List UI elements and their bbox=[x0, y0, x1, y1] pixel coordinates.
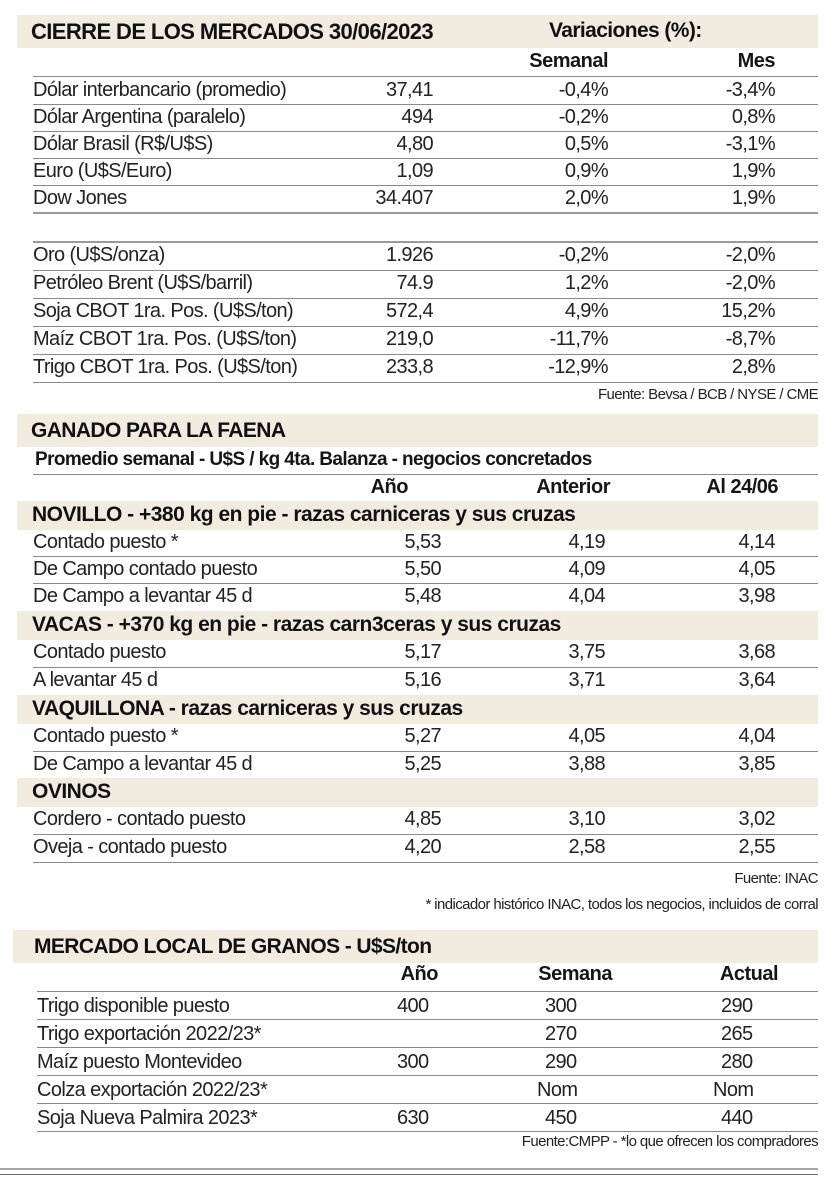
row-current: 3,85 bbox=[738, 753, 775, 775]
col-year-header: Año bbox=[370, 476, 408, 498]
divider bbox=[33, 474, 818, 475]
row-label: Colza exportación 2022/23* bbox=[37, 1079, 268, 1101]
row-month: 0,8% bbox=[731, 106, 775, 128]
row-year: 4,85 bbox=[404, 808, 441, 830]
group-band-vacas bbox=[17, 611, 818, 640]
row-label: Dólar Argentina (paralelo) bbox=[33, 106, 246, 128]
row-week: 450 bbox=[545, 1107, 577, 1129]
row-current: 265 bbox=[721, 1023, 753, 1045]
row-previous: 3,88 bbox=[568, 753, 605, 775]
row-value: 1.926 bbox=[385, 244, 433, 266]
group-band-vaquillona bbox=[17, 695, 818, 724]
table-row bbox=[33, 835, 818, 863]
group-title: OVINOS bbox=[32, 780, 111, 803]
table-row bbox=[33, 77, 818, 105]
markets-header-band bbox=[17, 15, 818, 48]
table-row bbox=[33, 530, 818, 557]
col-week-header: Semana bbox=[538, 963, 612, 985]
row-week: 300 bbox=[545, 995, 577, 1017]
col-weekly-header: Semanal bbox=[529, 50, 608, 72]
table-row bbox=[33, 299, 818, 327]
row-label: Maíz puesto Montevideo bbox=[37, 1051, 242, 1073]
table-row bbox=[33, 584, 818, 610]
row-value: 37,41 bbox=[385, 79, 433, 101]
table-row bbox=[33, 105, 818, 132]
grains-header-band bbox=[13, 930, 818, 963]
row-weekly: -0,4% bbox=[558, 79, 608, 101]
row-month: -8,7% bbox=[725, 328, 775, 350]
row-current: 4,04 bbox=[738, 725, 775, 747]
table-row bbox=[37, 1104, 818, 1132]
row-week: 270 bbox=[545, 1023, 577, 1045]
table-row bbox=[33, 271, 818, 299]
row-value: 4,80 bbox=[396, 133, 433, 155]
row-year: 5,25 bbox=[404, 753, 441, 775]
row-label: Soja CBOT 1ra. Pos. (U$S/ton) bbox=[33, 300, 294, 322]
table-row bbox=[33, 724, 818, 752]
row-label: Trigo disponible puesto bbox=[37, 995, 230, 1017]
row-label: Trigo exportación 2022/23* bbox=[37, 1023, 261, 1045]
row-current: 290 bbox=[721, 995, 753, 1017]
row-week: Nom bbox=[537, 1079, 578, 1101]
row-label: Contado puesto bbox=[33, 641, 166, 663]
table-row bbox=[33, 243, 818, 271]
row-value: 74.9 bbox=[396, 272, 433, 294]
row-previous: 3,75 bbox=[568, 641, 605, 663]
grains-source: Fuente:CMPP - *lo que ofrecen los compradores bbox=[521, 1133, 818, 1150]
cattle-subtitle: Promedio semanal - U$S / kg 4ta. Balanza - negocios concretados bbox=[35, 449, 592, 470]
group-title: NOVILLO - +380 kg en pie - razas carniceras y sus cruzas bbox=[32, 503, 576, 526]
group-title: VAQUILLONA - razas carniceras y sus cruzas bbox=[32, 697, 463, 720]
table-row bbox=[37, 1048, 818, 1076]
row-year: 5,50 bbox=[404, 558, 441, 580]
row-year: 4,20 bbox=[404, 836, 441, 858]
group-band-novillo bbox=[17, 501, 818, 530]
row-month: 15,2% bbox=[721, 300, 775, 322]
row-month: 1,9% bbox=[731, 160, 775, 182]
markets-source: Fuente: Bevsa / BCB / NYSE / CME bbox=[597, 386, 818, 403]
table-row bbox=[33, 355, 818, 383]
row-previous: 4,09 bbox=[568, 558, 605, 580]
col-month-header: Mes bbox=[737, 50, 775, 72]
row-year: 5,48 bbox=[404, 585, 441, 607]
row-label: Petróleo Brent (U$S/barril) bbox=[33, 272, 253, 294]
row-label: De Campo a levantar 45 d bbox=[33, 585, 253, 607]
row-current: 2,55 bbox=[738, 836, 775, 858]
row-previous: 4,19 bbox=[568, 531, 605, 553]
markets-title: CIERRE DE LOS MERCADOS 30/06/2023 bbox=[31, 19, 434, 44]
row-weekly: -11,7% bbox=[549, 328, 608, 350]
row-value: 1,09 bbox=[396, 160, 433, 182]
row-previous: 4,04 bbox=[568, 585, 605, 607]
row-current: 3,64 bbox=[738, 669, 775, 691]
group-band-ovinos bbox=[17, 778, 818, 807]
row-current: 3,02 bbox=[738, 808, 775, 830]
cattle-header-band bbox=[17, 414, 818, 447]
row-weekly: 1,2% bbox=[564, 272, 608, 294]
row-label: Trigo CBOT 1ra. Pos. (U$S/ton) bbox=[33, 356, 298, 378]
row-week: 290 bbox=[545, 1051, 577, 1073]
row-month: -3,1% bbox=[725, 133, 775, 155]
row-previous: 2,58 bbox=[568, 836, 605, 858]
row-month: -2,0% bbox=[725, 244, 775, 266]
row-year: 300 bbox=[397, 1051, 429, 1073]
table-row bbox=[37, 1076, 818, 1104]
row-label: Dólar Brasil (R$/U$S) bbox=[33, 133, 213, 155]
table-row bbox=[33, 752, 818, 778]
bottom-rule bbox=[0, 1174, 818, 1175]
table-row bbox=[33, 132, 818, 159]
row-month: -3,4% bbox=[725, 79, 775, 101]
row-year: 5,17 bbox=[404, 641, 441, 663]
col-current-header: Actual bbox=[719, 963, 778, 985]
row-month: 2,8% bbox=[731, 356, 775, 378]
row-year: 5,27 bbox=[404, 725, 441, 747]
row-value: 572,4 bbox=[385, 300, 433, 322]
variations-label: Variaciones (%): bbox=[549, 19, 702, 42]
row-weekly: -0,2% bbox=[558, 244, 608, 266]
table-row bbox=[33, 807, 818, 835]
row-weekly: 2,0% bbox=[564, 187, 608, 209]
cattle-footnote: * indicador histórico INAC, todos los negocios, incluidos de corral bbox=[425, 896, 818, 913]
row-label: De Campo contado puesto bbox=[33, 558, 258, 580]
bottom-rule bbox=[0, 1168, 818, 1170]
row-year: 400 bbox=[397, 995, 429, 1017]
row-current: 4,05 bbox=[738, 558, 775, 580]
grains-title: MERCADO LOCAL DE GRANOS - U$S/ton bbox=[34, 935, 432, 958]
group-title: VACAS - +370 kg en pie - razas carn3ceras y sus cruzas bbox=[32, 613, 561, 636]
table-row bbox=[37, 1020, 818, 1048]
row-weekly: -0,2% bbox=[558, 106, 608, 128]
row-value: 34.407 bbox=[375, 187, 433, 209]
row-weekly: 0,5% bbox=[564, 133, 608, 155]
cattle-title: GANADO PARA LA FAENA bbox=[31, 419, 286, 442]
row-label: Oveja - contado puesto bbox=[33, 836, 227, 858]
cattle-source: Fuente: INAC bbox=[734, 870, 818, 887]
row-label: De Campo a levantar 45 d bbox=[33, 753, 253, 775]
col-previous-header: Anterior bbox=[536, 476, 610, 498]
row-current: Nom bbox=[713, 1079, 754, 1101]
row-label: A levantar 45 d bbox=[33, 669, 158, 691]
row-label: Euro (U$S/Euro) bbox=[33, 160, 172, 182]
table-row bbox=[33, 159, 818, 186]
row-label: Dólar interbancario (promedio) bbox=[33, 79, 287, 101]
row-label: Contado puesto * bbox=[33, 725, 178, 747]
row-year: 630 bbox=[397, 1107, 429, 1129]
row-label: Maíz CBOT 1ra. Pos. (U$S/ton) bbox=[33, 328, 297, 350]
col-year-header: Año bbox=[400, 963, 438, 985]
table-row bbox=[33, 186, 818, 214]
row-current: 3,68 bbox=[738, 641, 775, 663]
row-value: 233,8 bbox=[385, 356, 433, 378]
col-current-header: Al 24/06 bbox=[706, 476, 778, 498]
row-month: 1,9% bbox=[731, 187, 775, 209]
row-value: 494 bbox=[401, 106, 433, 128]
row-previous: 3,10 bbox=[568, 808, 605, 830]
row-label: Oro (U$S/onza) bbox=[33, 244, 165, 266]
table-row bbox=[33, 640, 818, 668]
row-month: -2,0% bbox=[725, 272, 775, 294]
row-label: Contado puesto * bbox=[33, 531, 178, 553]
row-label: Cordero - contado puesto bbox=[33, 808, 246, 830]
table-row bbox=[33, 327, 818, 355]
table-row bbox=[33, 668, 818, 694]
row-current: 280 bbox=[721, 1051, 753, 1073]
row-label: Soja Nueva Palmira 2023* bbox=[37, 1107, 258, 1129]
row-year: 5,53 bbox=[404, 531, 441, 553]
row-current: 3,98 bbox=[738, 585, 775, 607]
table-row bbox=[37, 992, 818, 1020]
row-previous: 3,71 bbox=[568, 669, 605, 691]
row-label: Dow Jones bbox=[33, 187, 127, 209]
row-weekly: -12,9% bbox=[548, 356, 608, 378]
row-year: 5,16 bbox=[404, 669, 441, 691]
row-current: 440 bbox=[721, 1107, 753, 1129]
row-weekly: 4,9% bbox=[564, 300, 608, 322]
row-previous: 4,05 bbox=[568, 725, 605, 747]
row-current: 4,14 bbox=[738, 531, 775, 553]
row-weekly: 0,9% bbox=[564, 160, 608, 182]
table-row bbox=[33, 557, 818, 584]
row-value: 219,0 bbox=[385, 328, 433, 350]
